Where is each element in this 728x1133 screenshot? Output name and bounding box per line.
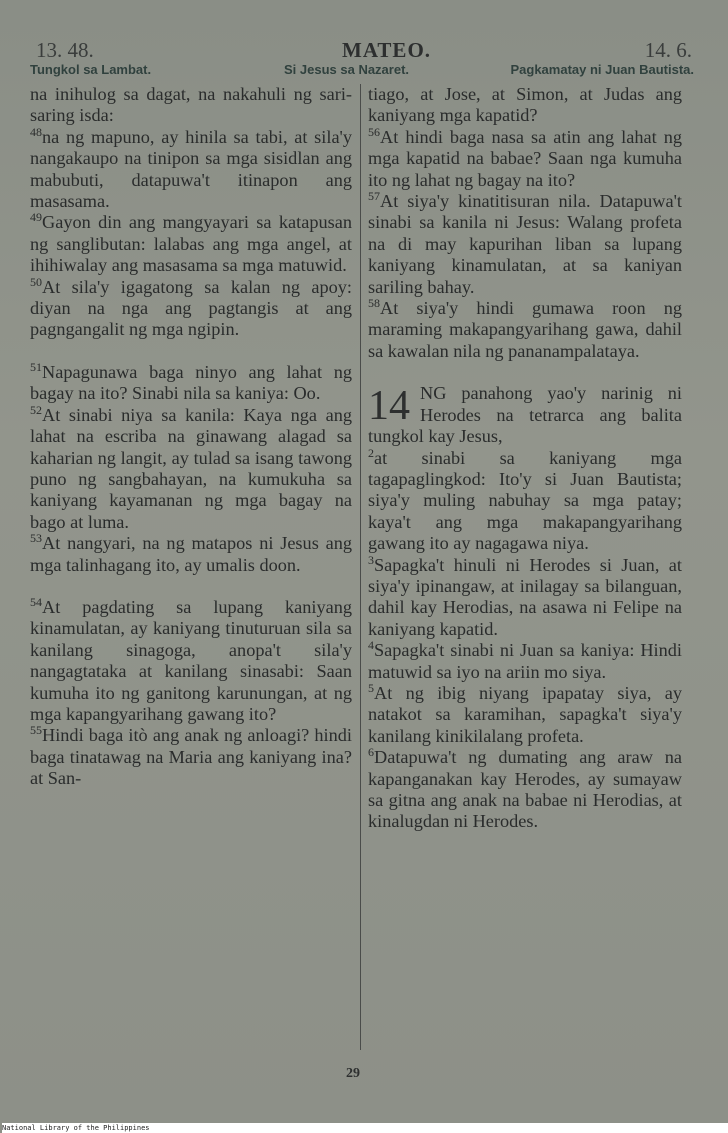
verse-number: 58 <box>368 295 380 310</box>
verse-number: 4 <box>368 638 374 653</box>
verse-text: At pagdating sa lupang kaniyang kinamulatan, ay kaniyang tinuturuan sila sa kanilang sinagoga, anopa't sila'y nangagtataka at kanilang sinasabi: Saan kumuha ito ng ganitong karunungan, at ng mga kapangyarihang gawang ito? <box>30 596 352 724</box>
verse <box>30 725 352 789</box>
verse-text: na ng mapuno, ay hinila sa tabi, at sila'y nangakaupo na tinipon sa mga sisidlan ang mabubuti, datapuwa't itinapon ang masasama. <box>30 126 352 212</box>
verse <box>30 359 352 405</box>
verse-text: Sapagka't sinabi ni Juan sa kaniya: Hindi matuwid sa iyo na ariin mo siya. <box>368 640 682 682</box>
verse <box>368 640 682 683</box>
verse <box>30 533 352 576</box>
verse <box>30 274 352 341</box>
verse-number: 56 <box>368 124 380 139</box>
header-left-reference: 13. 48. <box>36 38 94 62</box>
verse-number: 49 <box>30 210 42 225</box>
verse <box>368 295 682 362</box>
verse <box>30 402 352 533</box>
header-middle-subtitle: Si Jesus sa Nazaret. <box>284 62 410 77</box>
verse-number: 50 <box>30 274 42 289</box>
verse <box>368 445 682 555</box>
verse-number: 3 <box>368 552 374 567</box>
verse <box>30 124 352 213</box>
verse <box>368 552 682 641</box>
verse-text: at sinabi sa kaniyang mga tagapaglingkod: Ito'y si Juan Bautista; siya'y muling nabuhay sa mga patay; kaya't ang mga makapangyarihang gawang ito ay nagagawa niya. <box>368 447 682 554</box>
verse-text: At siya'y kinatitisuran nila. Datapuwa't sinabi sa kanila ni Jesus: Walang profeta na di may kapurihan liban sa lupang kaniyang kinamulatan, at sa kaniyan sariling bahay. <box>368 191 682 297</box>
verse-number: 52 <box>30 402 42 417</box>
verse <box>30 212 352 276</box>
verse <box>368 188 682 298</box>
verse-text: tiago, at Jose, at Simon, at Judas ang kaniyang mga kapatid? <box>368 84 682 126</box>
verse <box>368 747 682 833</box>
verse <box>368 680 682 747</box>
page-number: 29 <box>346 1066 360 1081</box>
verse <box>30 594 352 725</box>
chapter-lead-text: NG panahong yao'y narinig ni Herodes na tetrarca ang balita tungkol kay Jesus, <box>368 383 682 447</box>
library-credit: National Library of the Philippines <box>2 1123 728 1133</box>
verse-text: Gayon din ang mangyayari sa katapusan ng sanglibutan: lalabas ang mga angel, at ihihiwalay ang masasama sa mga matuwid. <box>30 212 352 276</box>
left-column <box>30 84 352 790</box>
verse-text: Hindi baga itò ang anak ng anloagi? hindi baga tinatawag na Maria ang kaniyang ina? at San- <box>30 725 352 789</box>
verse-text: Napagunawa baga ninyo ang lahat ng bagay na ito? Sinabi nila sa kaniya: Oo. <box>30 361 352 404</box>
column-divider <box>360 84 361 1050</box>
verse-text: na inihulog sa dagat, na nakahuli ng sari-saring isda: <box>30 84 352 126</box>
verse-number: 53 <box>30 531 42 546</box>
verse <box>368 84 682 127</box>
verse-number: 57 <box>368 188 380 203</box>
verse-number: 48 <box>30 124 42 139</box>
verse-number: 6 <box>368 745 374 760</box>
running-head <box>30 38 694 80</box>
verse-text: At hindi baga nasa sa atin ang lahat ng mga kapatid na babae? Saan nga kumuha ito ng lahat ng bagay na ito? <box>368 126 682 190</box>
chapter-opening <box>368 383 682 447</box>
verse <box>368 124 682 191</box>
verse-number: 5 <box>368 680 374 695</box>
verse-number: 2 <box>368 445 374 460</box>
right-column <box>368 84 682 833</box>
verse-number: 54 <box>30 594 42 609</box>
header-left-subtitle: Tungkol sa Lambat. <box>30 62 152 77</box>
verse-text: At sinabi niya sa kanila: Kaya nga ang lahat na escriba na ginawang alagad sa kaharian ng langit, ay tulad sa isang tawong puno ng sangbahayan, na kumukuha sa kaniyang kayamanan ng mga bagay na bago at luma. <box>30 404 352 532</box>
verse-text: At ng ibig niyang ipapatay siya, ay natakot sa karamihan, sapagka't siya'y kanilang kinikilalang profeta. <box>368 682 682 746</box>
verse-number: 55 <box>30 723 42 738</box>
verse-text: At nangyari, na ng matapos ni Jesus ang mga talinhagang ito, ay umalis doon. <box>30 533 352 575</box>
verse-text: Sapagka't hinuli ni Herodes si Juan, at siya'y ipinangaw, at inilagay sa bilanguan, dahil kay Herodias, na asawa ni Felipe na kaniyang kapatid. <box>368 554 682 639</box>
header-right-reference: 14. 6. <box>644 38 692 62</box>
verse-text: At siya'y hindi gumawa roon ng maraming makapangyarihang gawa, dahil sa kawalan nila ng pananampalataya. <box>368 298 682 361</box>
verse-number: 51 <box>30 359 42 374</box>
chapter-number: 14 <box>368 383 410 430</box>
verse <box>30 84 352 127</box>
verse-text: At sila'y igagatong sa kalan ng apoy: diyan na nga ang pagtangis at ang pagngangalit ng mga ngipin. <box>30 276 352 340</box>
book-title: MATEO. <box>342 38 432 62</box>
verse-text: Datapuwa't ng dumating ang araw na kapanganakan kay Herodes, ay sumayaw sa gitna ang anak na babae ni Herodias, at kinalugdan ni Herodes. <box>368 747 682 832</box>
header-right-subtitle: Pagkamatay ni Juan Bautista. <box>510 62 694 77</box>
